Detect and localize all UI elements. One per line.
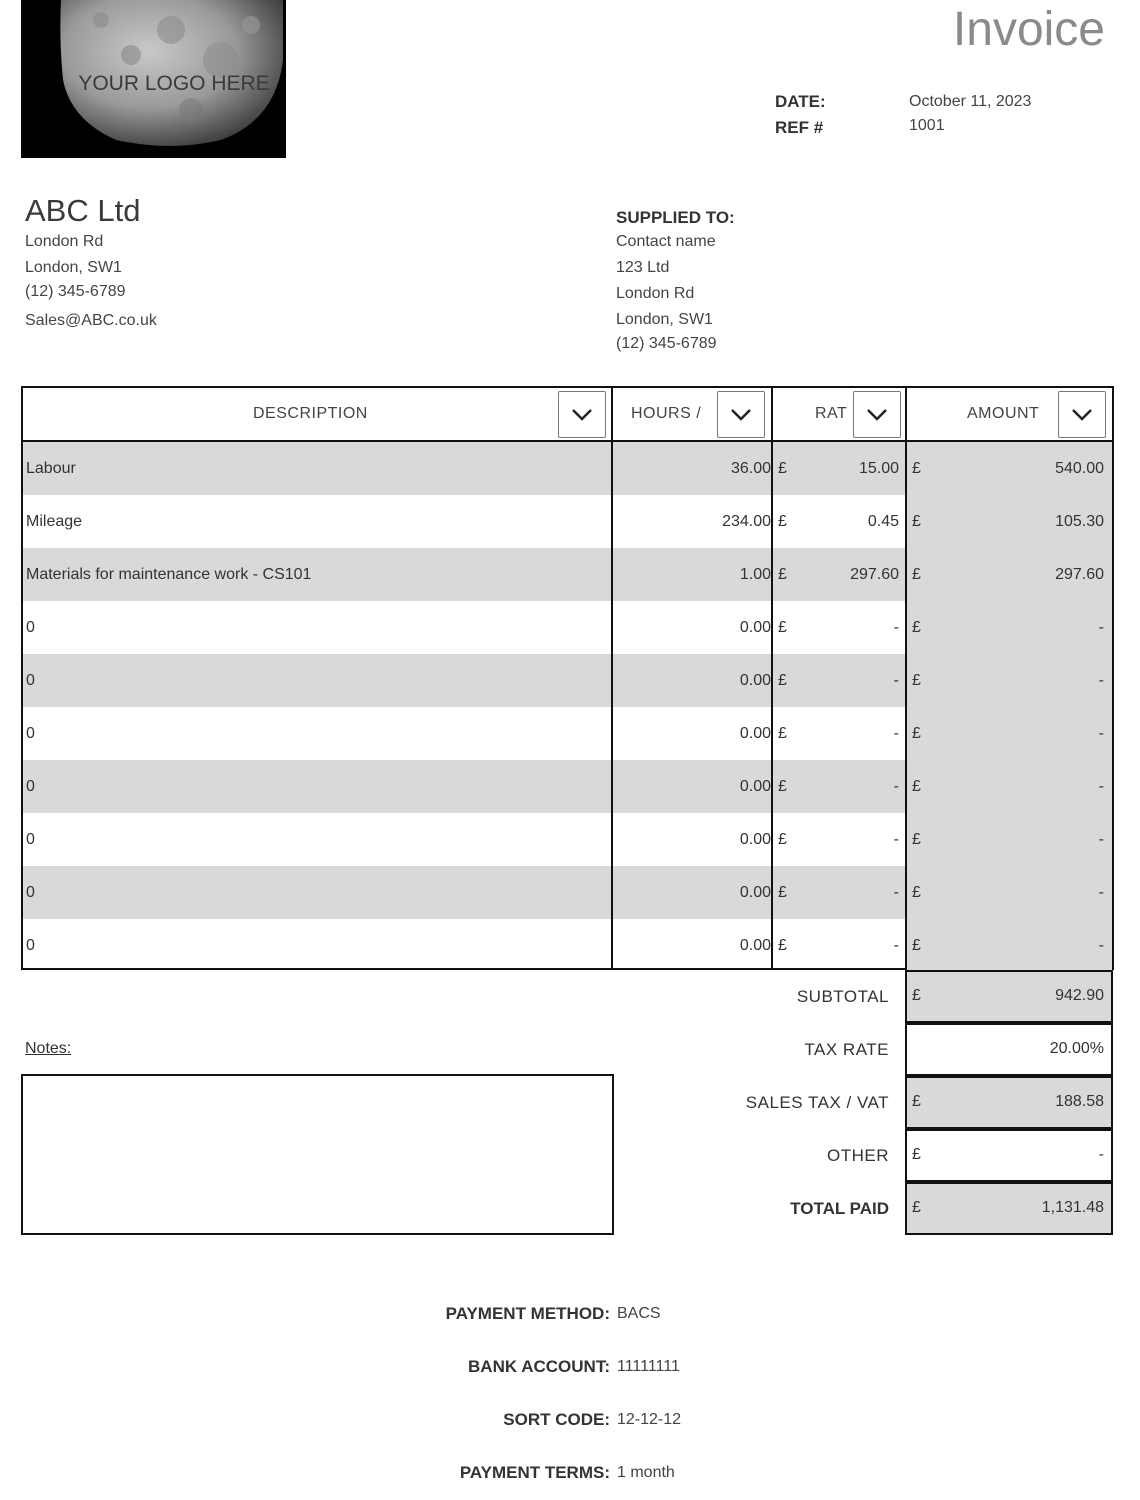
chevron-down-icon [1071, 408, 1093, 422]
row-amount: - [1098, 672, 1104, 689]
row-description[interactable]: Labour [23, 442, 613, 495]
sales-tax-cell [905, 1076, 1113, 1129]
bank-account-label: BANK ACCOUNT: [468, 1357, 610, 1376]
company-name: ABC Ltd [25, 193, 141, 228]
row-amount-cell [907, 654, 1112, 707]
subtotal-value: 942.90 [1055, 987, 1104, 1004]
row-amount: - [1098, 884, 1104, 901]
row-description[interactable]: 0 [26, 831, 35, 848]
row-rate-cell[interactable] [773, 654, 907, 707]
currency-symbol: £ [912, 1199, 921, 1216]
header-amount [907, 388, 1112, 440]
currency-symbol: £ [912, 937, 921, 954]
chevron-down-icon [866, 408, 888, 422]
row-amount-cell [907, 548, 1112, 601]
ref-value: 1001 [909, 117, 945, 134]
row-hours[interactable]: 0.00 [739, 831, 771, 848]
row-amount: 297.60 [1055, 566, 1104, 583]
row-rate-cell[interactable] [773, 919, 907, 972]
row-amount: - [1098, 725, 1104, 742]
other-value: - [1098, 1146, 1104, 1163]
subtotal-label: SUBTOTAL [796, 987, 889, 1006]
row-rate-cell[interactable] [773, 601, 907, 654]
row-description[interactable]: Materials for maintenance work - CS101 [23, 548, 613, 601]
notes-box[interactable] [21, 1074, 614, 1235]
header-hours [613, 388, 773, 440]
row-hours[interactable]: 0.00 [739, 619, 771, 636]
row-rate-cell[interactable] [773, 442, 907, 495]
row-amount: - [1098, 831, 1104, 848]
row-hours[interactable]: 0.00 [613, 654, 773, 707]
table-row [23, 707, 1112, 760]
column-divider [611, 388, 613, 968]
row-amount-cell [907, 866, 1112, 919]
row-rate: - [893, 619, 899, 636]
row-rate-cell[interactable] [773, 495, 907, 548]
currency-symbol: £ [912, 725, 921, 742]
table-row [23, 866, 1112, 919]
currency-symbol: £ [778, 778, 787, 795]
row-description[interactable]: 0 [23, 866, 613, 919]
currency-symbol: £ [912, 778, 921, 795]
sales-tax-label: SALES TAX / VAT [745, 1093, 889, 1112]
sales-tax-value: 188.58 [1055, 1093, 1104, 1110]
currency-symbol: £ [912, 831, 921, 848]
row-amount: - [1098, 619, 1104, 636]
invoice-title: Invoice [952, 3, 1105, 56]
row-description[interactable]: 0 [23, 654, 613, 707]
company-logo [21, 0, 286, 158]
row-rate: 15.00 [858, 460, 899, 477]
currency-symbol: £ [912, 987, 921, 1004]
sort-code-label: SORT CODE: [503, 1410, 610, 1429]
currency-symbol: £ [912, 672, 921, 689]
supplied-to-label: SUPPLIED TO: [616, 208, 735, 227]
column-divider [771, 388, 773, 968]
company-phone: (12) 345-6789 [25, 283, 126, 300]
currency-symbol: £ [912, 513, 921, 530]
supplied-city-line: London, SW1 [616, 311, 713, 328]
row-rate-cell[interactable] [773, 866, 907, 919]
chevron-down-icon [571, 408, 593, 422]
supplied-company: 123 Ltd [616, 259, 670, 276]
row-rate: - [893, 778, 899, 795]
row-rate: - [893, 884, 899, 901]
description-filter-dropdown[interactable] [558, 391, 606, 438]
payment-terms-value: 1 month [617, 1464, 675, 1481]
header-description [23, 388, 613, 440]
currency-symbol: £ [778, 566, 787, 583]
table-row [23, 654, 1112, 707]
row-amount-cell [907, 919, 1112, 972]
supplied-contact-name: Contact name [616, 233, 716, 250]
row-hours[interactable]: 234.00 [722, 513, 771, 530]
header-rate [773, 388, 907, 440]
currency-symbol: £ [912, 1093, 921, 1110]
payment-terms-label: PAYMENT TERMS: [459, 1463, 610, 1482]
currency-symbol: £ [778, 725, 787, 742]
currency-symbol: £ [912, 460, 921, 477]
tax-rate-cell[interactable] [905, 1023, 1113, 1076]
table-row [23, 760, 1112, 813]
row-amount: 105.30 [1055, 513, 1104, 530]
row-rate-cell[interactable] [773, 760, 907, 813]
row-description[interactable]: 0 [23, 760, 613, 813]
row-hours[interactable]: 1.00 [613, 548, 773, 601]
company-city-line: London, SW1 [25, 259, 122, 276]
currency-symbol: £ [778, 831, 787, 848]
row-description[interactable]: 0 [26, 725, 35, 742]
table-row [23, 813, 1112, 866]
row-amount-cell [907, 813, 1112, 866]
table-row [23, 442, 1112, 495]
supplied-phone: (12) 345-6789 [616, 335, 717, 352]
row-rate: 297.60 [850, 566, 899, 583]
header-amount-label: AMOUNT [967, 405, 1040, 422]
currency-symbol: £ [912, 1146, 921, 1163]
table-row [23, 601, 1112, 654]
total-paid-label: TOTAL PAID [790, 1199, 889, 1218]
row-rate-cell[interactable] [773, 707, 907, 760]
table-row [23, 919, 1112, 972]
currency-symbol: £ [778, 884, 787, 901]
amount-filter-dropdown[interactable] [1058, 391, 1106, 438]
row-hours[interactable]: 0.00 [739, 725, 771, 742]
currency-symbol: £ [778, 513, 787, 530]
row-amount-cell [907, 601, 1112, 654]
payment-method-label: PAYMENT METHOD: [445, 1304, 610, 1323]
subtotal-cell [905, 970, 1113, 1023]
row-rate: - [893, 937, 899, 954]
items-table [21, 386, 1114, 970]
tax-rate-value: 20.00% [1049, 1040, 1104, 1057]
row-amount-cell [907, 442, 1112, 495]
date-value: October 11, 2023 [909, 93, 1032, 110]
header-rate-label: RAT [815, 405, 848, 422]
company-address-line: London Rd [25, 233, 104, 250]
table-row [23, 548, 1112, 601]
header-hours-label: HOURS / [631, 405, 702, 422]
row-hours[interactable]: 0.00 [613, 866, 773, 919]
chevron-down-icon [730, 408, 752, 422]
row-rate: - [893, 672, 899, 689]
supplied-address-line: London Rd [616, 285, 695, 302]
row-amount-cell [907, 760, 1112, 813]
currency-symbol: £ [912, 619, 921, 636]
date-label: DATE: [775, 92, 826, 111]
company-email: Sales@ABC.co.uk [25, 312, 157, 329]
row-rate: - [893, 725, 899, 742]
row-description[interactable]: 0 [26, 937, 35, 954]
row-rate-cell[interactable] [773, 548, 907, 601]
row-amount-cell [907, 707, 1112, 760]
currency-symbol: £ [778, 937, 787, 954]
currency-symbol: £ [778, 619, 787, 636]
logo-text: YOUR LOGO HERE [78, 72, 270, 95]
sort-code-value: 12-12-12 [617, 1411, 682, 1428]
bank-account-value: 11111111 [617, 1358, 680, 1375]
currency-symbol: £ [778, 460, 787, 477]
row-amount: - [1098, 937, 1104, 954]
total-paid-cell [905, 1182, 1113, 1235]
row-hours[interactable]: 0.00 [613, 760, 773, 813]
currency-symbol: £ [912, 884, 921, 901]
payment-method-value: BACS [617, 1305, 661, 1322]
ref-label: REF # [775, 118, 824, 137]
other-label: OTHER [827, 1146, 889, 1165]
row-rate-cell[interactable] [773, 813, 907, 866]
other-cell[interactable] [905, 1129, 1113, 1182]
table-row [23, 495, 1112, 548]
row-amount: - [1098, 778, 1104, 795]
notes-label: Notes: [25, 1040, 72, 1057]
row-rate: - [893, 831, 899, 848]
row-description[interactable]: 0 [26, 619, 35, 636]
table-header [23, 388, 1112, 442]
currency-symbol: £ [778, 672, 787, 689]
hours-filter-dropdown[interactable] [717, 391, 765, 438]
header-description-label: DESCRIPTION [253, 405, 368, 422]
row-amount-cell [907, 495, 1112, 548]
row-hours[interactable]: 0.00 [739, 937, 771, 954]
row-rate: 0.45 [867, 513, 899, 530]
tax-rate-label: TAX RATE [804, 1040, 889, 1059]
rate-filter-dropdown[interactable] [853, 391, 901, 438]
row-description[interactable]: Mileage [26, 513, 83, 530]
total-paid-value: 1,131.48 [1041, 1199, 1104, 1216]
column-divider [905, 388, 907, 968]
currency-symbol: £ [912, 566, 921, 583]
row-hours[interactable]: 36.00 [613, 442, 773, 495]
row-amount: 540.00 [1055, 460, 1104, 477]
